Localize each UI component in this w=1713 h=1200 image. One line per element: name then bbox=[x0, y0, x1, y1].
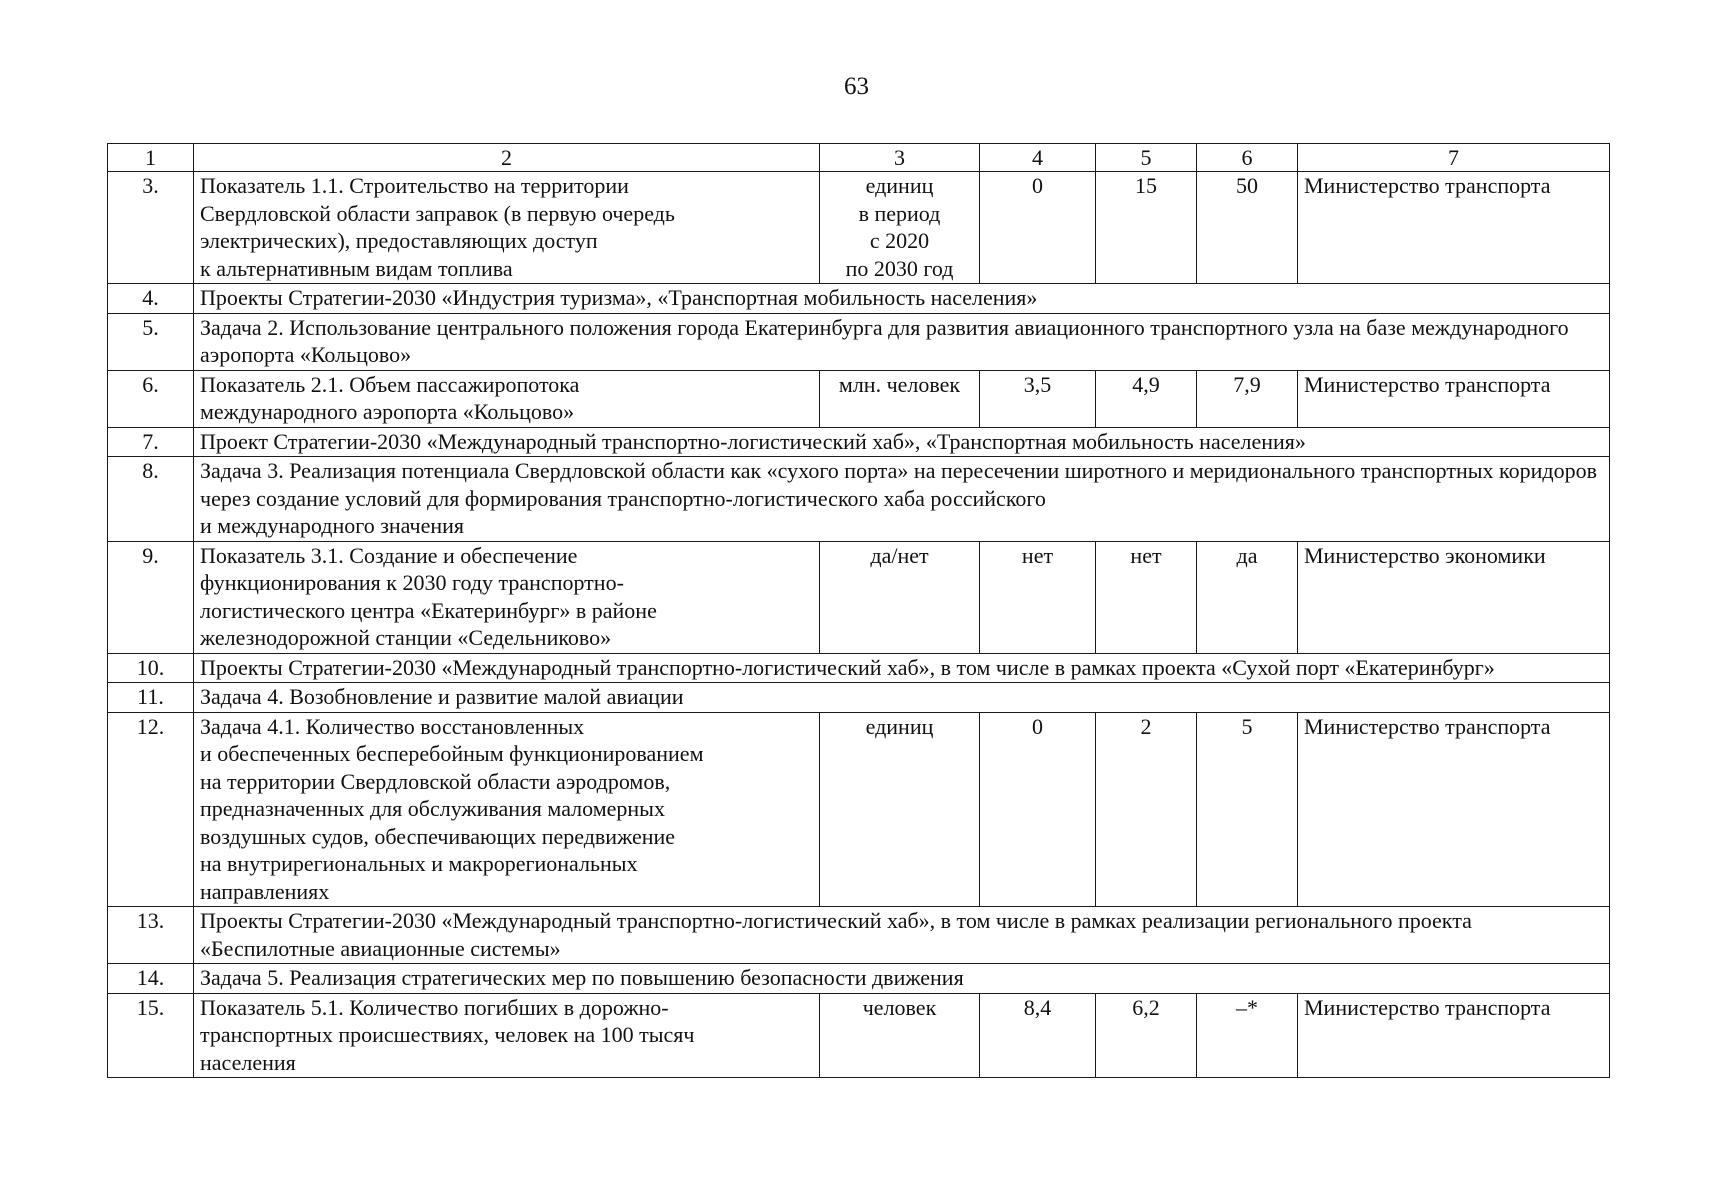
value-col4: 3,5 bbox=[980, 370, 1096, 427]
responsible-cell: Министерство транспорта bbox=[1298, 370, 1610, 427]
row-number: 14. bbox=[108, 964, 194, 994]
row-number: 10. bbox=[108, 653, 194, 683]
unit-cell: да/нет bbox=[820, 541, 980, 653]
value-col6: –* bbox=[1197, 993, 1298, 1078]
row-number: 4. bbox=[108, 284, 194, 314]
column-header: 2 bbox=[194, 144, 820, 172]
unit-cell: человек bbox=[820, 993, 980, 1078]
indicator-name: Показатель 3.1. Создание и обеспечение функционирования к 2030 году транспортно- логистического центра «Екатеринбург» в районе железнодорожной станции «Седельниково» bbox=[194, 541, 820, 653]
value-col6: 7,9 bbox=[1197, 370, 1298, 427]
row-number: 9. bbox=[108, 541, 194, 653]
table-row bbox=[108, 541, 1610, 653]
indicators-table bbox=[107, 143, 1610, 1078]
table-row bbox=[108, 172, 1610, 284]
unit-cell: млн. человек bbox=[820, 370, 980, 427]
responsible-cell: Министерство экономики bbox=[1298, 541, 1610, 653]
table-row bbox=[108, 427, 1610, 457]
table-row bbox=[108, 370, 1610, 427]
row-number: 7. bbox=[108, 427, 194, 457]
row-number: 5. bbox=[108, 313, 194, 370]
value-col6: да bbox=[1197, 541, 1298, 653]
unit-cell: единиц bbox=[820, 712, 980, 907]
section-text: Задача 3. Реализация потенциала Свердловской области как «сухого порта» на пересечении широтного и меридионального транспортных коридоров через создание условий для формирования транспортно-логистического хаба российского и международного значения bbox=[194, 457, 1610, 542]
table-row bbox=[108, 313, 1610, 370]
section-text: Проекты Стратегии-2030 «Индустрия туризма», «Транспортная мобильность населения» bbox=[194, 284, 1610, 314]
section-text: Проект Стратегии-2030 «Международный транспортно-логистический хаб», «Транспортная мобильность населения» bbox=[194, 427, 1610, 457]
column-header: 6 bbox=[1197, 144, 1298, 172]
table-row bbox=[108, 683, 1610, 713]
table-row bbox=[108, 907, 1610, 964]
section-text: Задача 4. Возобновление и развитие малой авиации bbox=[194, 683, 1610, 713]
section-text: Проекты Стратегии-2030 «Международный транспортно-логистический хаб», в том числе в рамках проекта «Сухой порт «Екатеринбург» bbox=[194, 653, 1610, 683]
row-number: 8. bbox=[108, 457, 194, 542]
row-number: 15. bbox=[108, 993, 194, 1078]
column-header: 4 bbox=[980, 144, 1096, 172]
table-row bbox=[108, 457, 1610, 542]
value-col4: 0 bbox=[980, 712, 1096, 907]
section-text: Задача 5. Реализация стратегических мер по повышению безопасности движения bbox=[194, 964, 1610, 994]
row-number: 11. bbox=[108, 683, 194, 713]
row-number: 3. bbox=[108, 172, 194, 284]
value-col4: 0 bbox=[980, 172, 1096, 284]
value-col6: 5 bbox=[1197, 712, 1298, 907]
column-header: 3 bbox=[820, 144, 980, 172]
indicator-name: Показатель 5.1. Количество погибших в дорожно- транспортных происшествиях, человек на 100 тысяч населения bbox=[194, 993, 820, 1078]
row-number: 12. bbox=[108, 712, 194, 907]
indicator-name: Задача 4.1. Количество восстановленных и обеспеченных бесперебойным функционированием на территории Свердловской области аэродромов, предназначенных для обслуживания маломерных воздушных судов, обеспечивающих передвижение на внутрирегиональных и макрорегиональных направлениях bbox=[194, 712, 820, 907]
column-header: 7 bbox=[1298, 144, 1610, 172]
section-text: Проекты Стратегии-2030 «Международный транспортно-логистический хаб», в том числе в рамках реализации регионального проекта «Беспилотные авиационные системы» bbox=[194, 907, 1610, 964]
table-row bbox=[108, 712, 1610, 907]
value-col6: 50 bbox=[1197, 172, 1298, 284]
table-row bbox=[108, 284, 1610, 314]
value-col5: 4,9 bbox=[1096, 370, 1197, 427]
value-col4: нет bbox=[980, 541, 1096, 653]
column-header: 1 bbox=[108, 144, 194, 172]
value-col5: нет bbox=[1096, 541, 1197, 653]
header-row bbox=[108, 144, 1610, 172]
value-col4: 8,4 bbox=[980, 993, 1096, 1078]
column-header: 5 bbox=[1096, 144, 1197, 172]
indicator-name: Показатель 2.1. Объем пассажиропотока международного аэропорта «Кольцово» bbox=[194, 370, 820, 427]
table-row bbox=[108, 964, 1610, 994]
indicator-name: Показатель 1.1. Строительство на территории Свердловской области заправок (в первую очередь электрических), предоставляющих доступ к альтернативным видам топлива bbox=[194, 172, 820, 284]
responsible-cell: Министерство транспорта bbox=[1298, 172, 1610, 284]
table-row bbox=[108, 653, 1610, 683]
value-col5: 2 bbox=[1096, 712, 1197, 907]
section-text: Задача 2. Использование центрального положения города Екатеринбурга для развития авиационного транспортного узла на базе международного аэропорта «Кольцово» bbox=[194, 313, 1610, 370]
row-number: 13. bbox=[108, 907, 194, 964]
unit-cell: единиц в период с 2020 по 2030 год bbox=[820, 172, 980, 284]
table-row bbox=[108, 993, 1610, 1078]
responsible-cell: Министерство транспорта bbox=[1298, 712, 1610, 907]
value-col5: 6,2 bbox=[1096, 993, 1197, 1078]
value-col5: 15 bbox=[1096, 172, 1197, 284]
page-number: 63 bbox=[844, 73, 869, 100]
row-number: 6. bbox=[108, 370, 194, 427]
responsible-cell: Министерство транспорта bbox=[1298, 993, 1610, 1078]
